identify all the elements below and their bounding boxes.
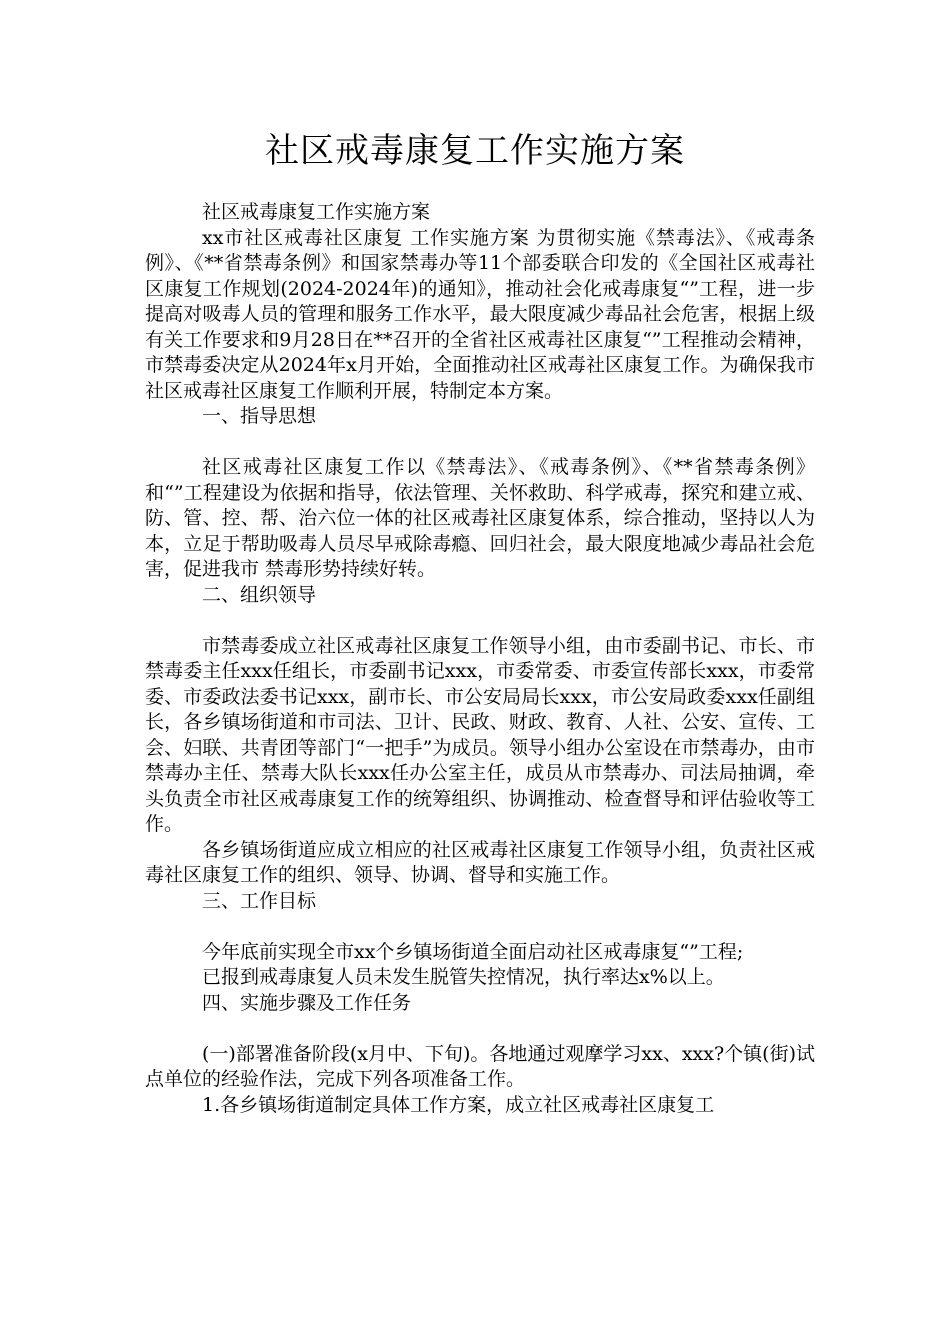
document-title: 社区戒毒康复工作实施方案 [265, 131, 685, 171]
section-paragraph-organization: 市禁毒委成立社区戒毒社区康复工作领导小组，由市委副书记、市长、市禁毒委主任xxx任组长，市委副书记xxx，市委常委、市委宣传部长xxx，市委常委、市委政法委书记xxx，副市长、市公安局局长xxx，市公安局政委xxx任副组长，各乡镇场街道和市司法、卫计、民政、财政、教育、人社、公安、宣传、工会、妇联、共青团等部门“一把手”为成员。领导小组办公室设在市禁毒办，由市禁毒办主任、禁毒大队长xxx任办公室主任，成员从市禁毒办、司法局抽调，牵头负责全市社区戒毒康复工作的统筹组织、协调推动、检查督导和评估验收等工作。 [145, 634, 815, 835]
section-paragraph-goals-1: 今年底前实现全市xx个乡镇场街道全面启动社区戒毒康复“”工程; [202, 940, 744, 963]
document-subtitle: 社区戒毒康复工作实施方案 [202, 201, 431, 223]
section-paragraph-organization-towns: 各乡镇场街道应成立相应的社区戒毒社区康复工作领导小组，负责社区戒毒社区康复工作的组织、领导、协调、督导和实施工作。 [145, 838, 815, 886]
section-paragraph-guiding-thought: 社区戒毒社区康复工作以《禁毒法》、《戒毒条例》、《**省禁毒条例》和“”工程建设为依据和指导，依法管理、关怀救助、科学戒毒，探究和建立戒、防、管、控、帮、治六位一体的社区戒毒社区康复体系，综合推动，坚持以人为本，立足于帮助吸毒人员尽早戒除毒瘾、回归社会，最大限度地减少毒品社会危害，促进我市 禁毒形势持续好转。 [145, 456, 815, 580]
intro-paragraph: xx市社区戒毒社区康复 工作实施方案 为贯彻实施《禁毒法》、《戒毒条例》、《**省禁毒条例》和国家禁毒办等11个部委联合印发的《全国社区戒毒社区康复工作规划(2024-2024年)的通知》，推动社会化戒毒康复“”工程，进一步提高对吸毒人员的管理和服务工作水平，最大限度减少毒品社会危害，根据上级有关工作要求和9月28日在**召开的全省社区戒毒社区康复“”工程推动会精神，市禁毒委决定从2024年x月开始，全面推动社区戒毒社区康复工作。为确保我市社区戒毒社区康复工作顺利开展，特制定本方案。 [145, 226, 815, 402]
section-paragraph-steps-2: 1.各乡镇场街道制定具体工作方案，成立社区戒毒社区康复工 [202, 1093, 715, 1116]
section-paragraph-goals-2: 已报到戒毒康复人员未发生脱管失控情况，执行率达x%以上。 [202, 966, 725, 988]
section-heading-steps: 四、实施步骤及工作任务 [202, 991, 412, 1014]
document-body [145, 200, 815, 1118]
section-heading-guiding-thought: 一、指导思想 [202, 405, 317, 427]
section-heading-organization: 二、组织领导 [202, 583, 317, 606]
section-heading-goals: 三、工作目标 [202, 889, 317, 912]
section-paragraph-steps-1: (一)部署准备阶段(x月中、下旬)。各地通过观摩学习xx、xxx?个镇(街)试点单位的经验作法，完成下列各项准备工作。 [145, 1042, 815, 1090]
